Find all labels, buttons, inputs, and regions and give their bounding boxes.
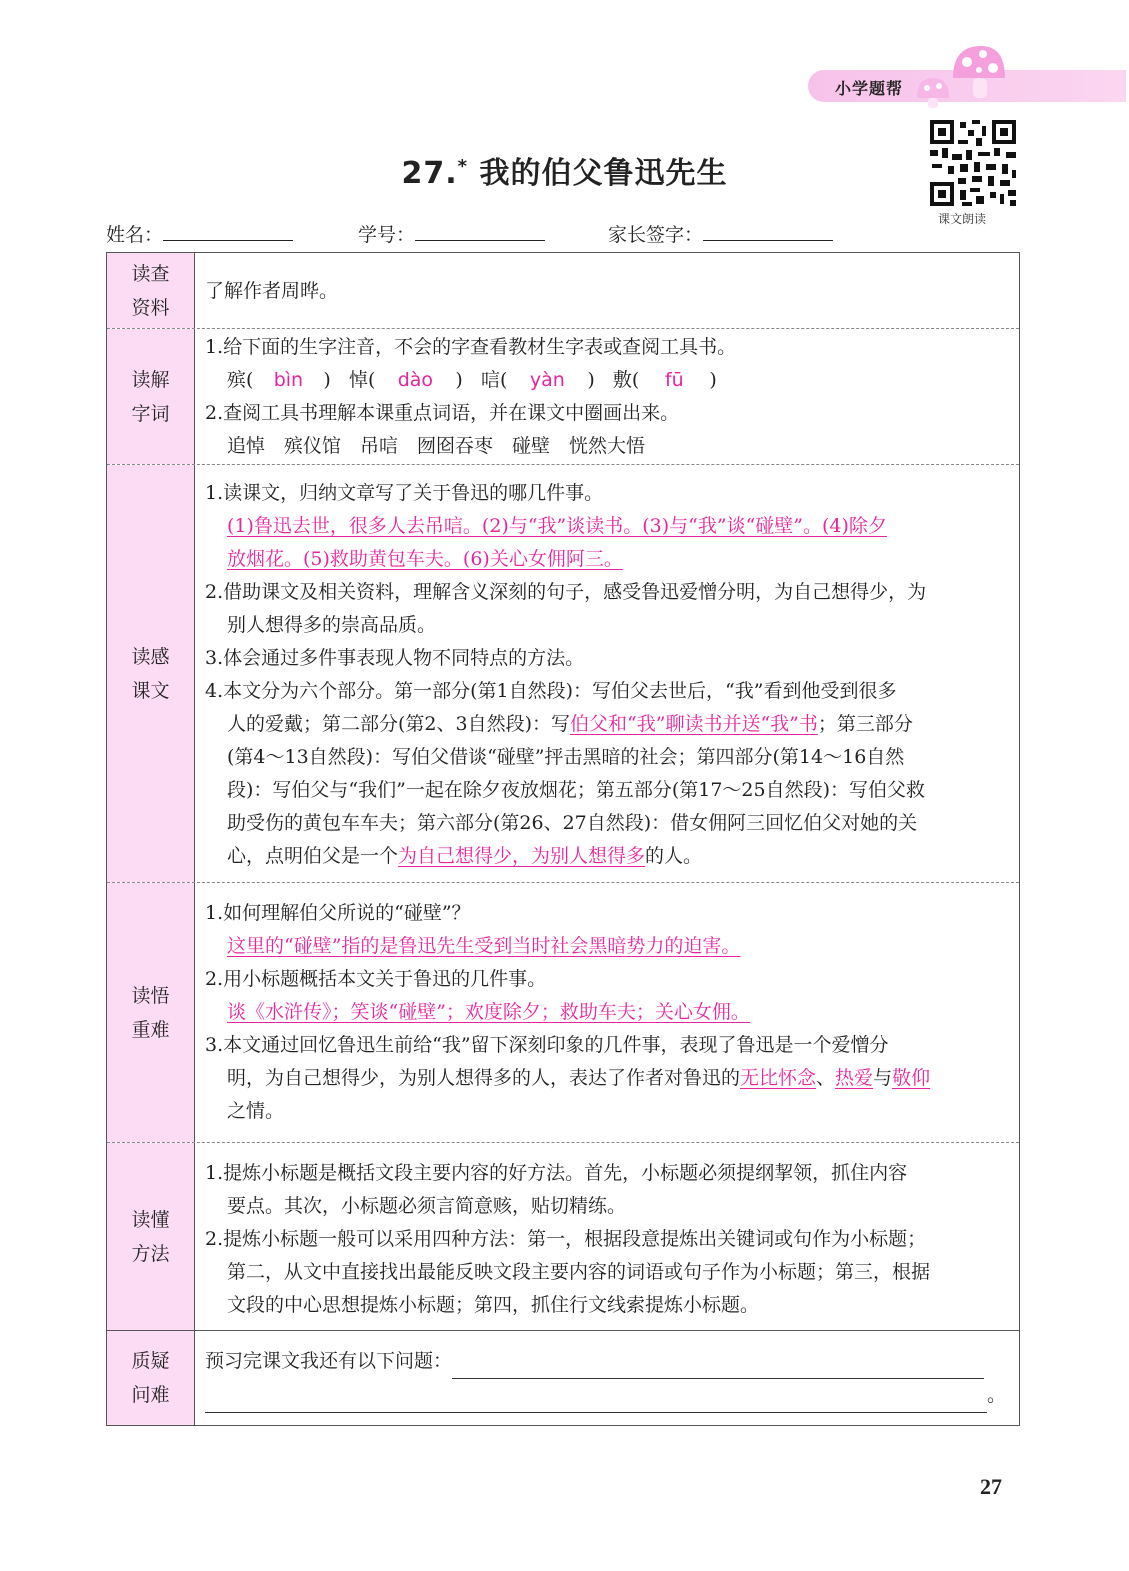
pinyin-item: 悼( dào ) [348,369,463,391]
section-words [107,329,1019,465]
question-3-line2: 明，为自己想得少，为别人想得多的人，表达了作者对鲁迅的无比怀念、热爱与敬仰 [227,1067,931,1089]
section-label: 读解 字词 [107,329,195,464]
method-2-cont: 第二，从文中直接找出最能反映文段主要内容的词语或句子作为小标题；第三，根据 [227,1261,931,1283]
question-1: 1.读课文，归纳文章写了关于鲁迅的哪几件事。 [205,482,604,504]
section-method [107,1143,1019,1331]
lesson-number: 27. [401,156,458,191]
answer-1-cont: 放烟花。(5)救助黄包车夫。(6)关心女佣阿三。 [227,548,623,570]
question-4: 4.本文分为六个部分。第一部分(第1自然段)：写伯父去世后，“我”看到他受到很多 [205,680,897,702]
qr-caption: 课文朗读 [938,212,987,226]
section-questions [107,1331,1019,1425]
section-label: 读查 资料 [107,253,195,328]
page-number: 27 [980,1474,1002,1499]
question-2-cont: 别人想得多的崇高品质。 [227,614,437,636]
page-title [0,148,1129,192]
question-4-line6: 心，点明伯父是一个为自己想得少，为别人想得多的人。 [227,845,703,867]
question-4-line2: 人的爱戴；第二部分(第2、3自然段)：写伯父和“我”聊读书并送“我”书；第三部分 [227,713,913,735]
answer-2: 谈《水浒传》；笑谈“碰壁”；欢度除夕；救助车夫；关心女佣。 [227,1001,750,1023]
sign-blank[interactable] [703,220,833,241]
section-label: 读懂 方法 [107,1143,195,1330]
word-list: 追悼 殡仪馆 吊唁 囫囵吞枣 碰壁 恍然大悟 [227,435,646,457]
pinyin-item: 殡( bìn ) [227,369,331,391]
question-3: 3.体会通过多件事表现人物不同特点的方法。 [205,647,585,669]
method-1: 1.提炼小标题是概括文段主要内容的好方法。首先，小标题必须提纲挈领，抓住内容 [205,1162,908,1184]
question-4-line3: (第4～13自然段)：写伯父借谈“碰壁”抨击黑暗的社会；第四部分(第14～16自然 [227,746,905,768]
answer-3b: 热爱 [835,1067,874,1089]
lesson-title: 我的伯父鲁迅先生 [479,156,728,191]
student-info-row [106,220,1026,248]
question-2: 2.用小标题概括本文关于鲁迅的几件事。 [205,968,547,990]
section-label: 质疑 问难 [107,1331,195,1425]
sign-label: 家长签字： [608,224,704,246]
method-1-cont: 要点。其次，小标题必须言简意赅，贴切精练。 [227,1195,627,1217]
answer-4b: 为自己想得少，为别人想得多 [398,845,646,867]
sign-field[interactable] [608,220,833,247]
answer-3a: 无比怀念 [740,1067,817,1089]
id-blank[interactable] [415,220,545,241]
section-label: 读悟 重难 [107,883,195,1142]
question-2: 2.借助课文及相关资料，理解含义深刻的句子，感受鲁迅爱憎分明，为自己想得少，为 [205,581,927,603]
brand-name: 小学题帮 [835,79,904,98]
section-label: 读感 课文 [107,465,195,882]
name-field[interactable] [106,220,293,247]
answer-line-2: 。 [205,1379,1009,1413]
id-label: 学号： [358,224,416,246]
task-text: 了解作者周晔。 [205,280,339,302]
answer-1: (1)鲁迅去世，很多人去吊唁。(2)与“我”谈读书。(3)与“我”谈“碰壁”。(4)除夕 [227,515,887,537]
question-4-line4: 段)：写伯父与“我们”一起在除夕夜放烟花；第五部分(第17～25自然段)：写伯父救 [227,779,926,801]
name-blank[interactable] [163,220,293,241]
answer-blank-2[interactable] [205,1379,987,1413]
answer-blank-1[interactable] [452,1345,984,1379]
section-read-materials [107,253,1019,329]
mushroom-icon [915,40,1005,110]
question-4-line5: 助受伤的黄包车车夫；第六部分(第26、27自然段)：借女佣阿三回忆伯父对她的关 [227,812,918,834]
question-3: 3.本文通过回忆鲁迅生前给“我”留下深刻印象的几件事，表现了鲁迅是一个爱憎分 [205,1034,889,1056]
method-2: 2.提炼小标题一般可以采用四种方法：第一，根据段意提炼出关键词或句作为小标题； [205,1228,927,1250]
worksheet-table [106,252,1020,1426]
pinyin-item: 敷( fū ) [612,369,717,391]
pinyin-item: 唁( yàn ) [480,369,595,391]
question-1: 1.如何理解伯父所说的“碰壁”？ [205,902,471,924]
answer-3c: 敬仰 [892,1067,931,1089]
question-3-line3: 之情。 [227,1100,285,1122]
pinyin-row [205,364,1009,397]
answer-4a: 伯父和“我”聊读书并送“我”书 [570,713,818,735]
section-key-points [107,883,1019,1143]
question-prompt: 预习完课文我还有以下问题： [205,1345,1009,1379]
section-text [107,465,1019,883]
question-1: 1.给下面的生字注音，不会的字查看教材生字表或查阅工具书。 [205,336,737,358]
name-label: 姓名： [106,224,164,246]
optional-star: * [457,156,469,177]
question-2: 2.查阅工具书理解本课重点词语，并在课文中圈画出来。 [205,402,680,424]
id-field[interactable] [358,220,545,247]
answer-1: 这里的“碰壁”指的是鲁迅先生受到当时社会黑暗势力的迫害。 [227,935,741,957]
method-2-cont2: 文段的中心思想提炼小标题；第四，抓住行文线索提炼小标题。 [227,1294,760,1316]
